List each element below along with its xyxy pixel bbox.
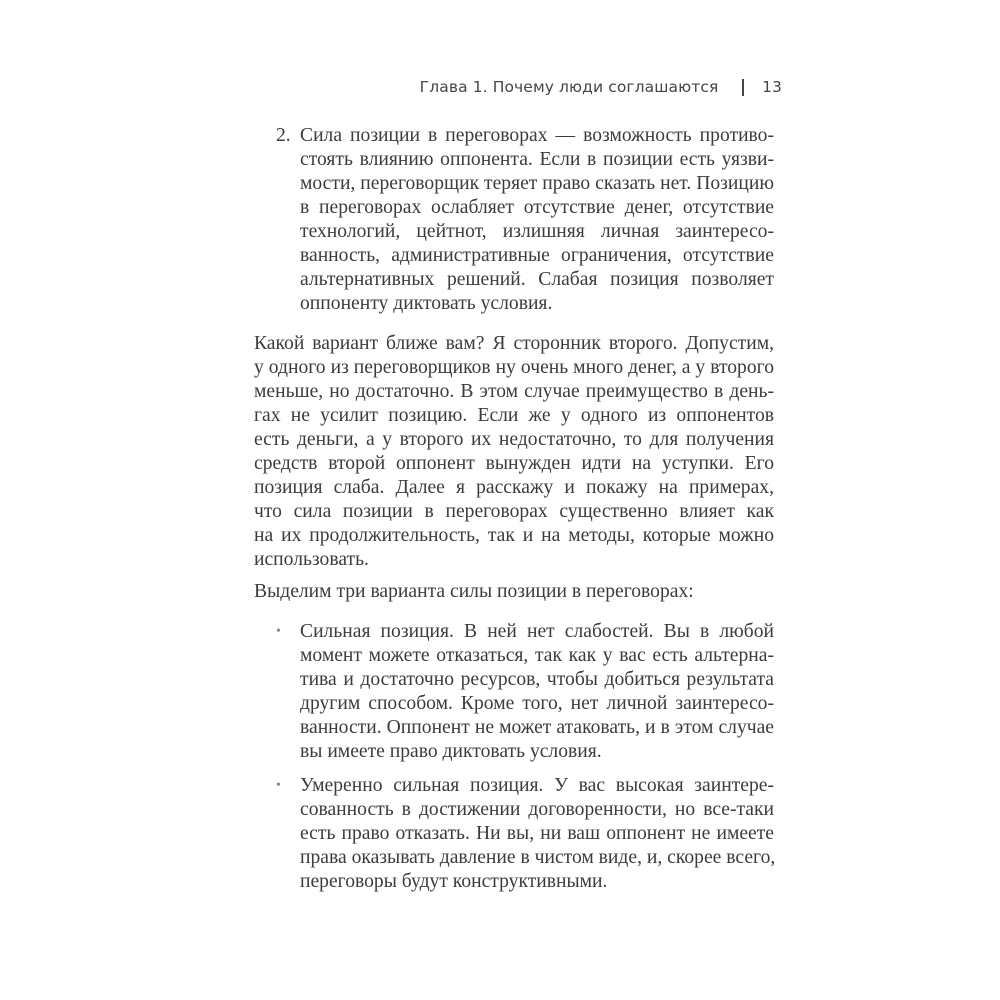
text-line: меньше, но достаточно. В этом случае преимущество в день- [254,381,774,402]
running-title: Глава 1. Почему люди соглашаются [419,78,719,96]
list-number: 2. [276,125,291,146]
text-line: сованность в достижении договоренности, но все-таки [300,799,774,820]
text-line: ванности. Оппонент не может атаковать, и в этом случае [300,717,774,738]
text-line: тива и достаточно ресурсов, чтобы добиться результата [300,669,774,690]
text-line: переговоры будут конструктивными. [300,871,608,892]
text-line: мости, переговорщик теряет право сказать нет. Позицию [300,173,774,194]
bullet-icon: • [276,778,281,793]
text-line: средств второй оппонент вынужден идти на уступки. Его [254,453,774,474]
text-line: стоять влиянию оппонента. Если в позиции есть уязви- [300,149,774,170]
bullet-icon: • [276,624,281,639]
text-line: Сила позиции в переговорах — возможность противо- [300,125,774,146]
page-number: 13 [762,78,782,96]
text-line: технологий, цейтнот, излишняя личная заинтересо- [300,221,774,242]
text-line: другим способом. Кроме того, нет личной заинтересо- [300,693,774,714]
text-line: вы имеете право диктовать условия. [300,741,602,762]
text-line: использовать. [254,549,369,570]
text-line: момент можете отказаться, так как у вас есть альтерна- [300,645,774,666]
text-line: оппоненту диктовать условия. [300,293,553,314]
text-line: есть деньги, а у второго их недостаточно, то для получения [254,429,774,450]
text-line: ванность, административные ограничения, отсутствие [300,245,774,266]
text-line: альтернативных решений. Слабая позиция позволяет [300,269,774,290]
running-header [420,78,782,96]
header-separator [742,79,744,96]
text-line: позиция слаба. Далее я расскажу и покажу на примерах, [254,477,774,498]
text-line: права оказывать давление в чистом виде, и, скорее всего, [300,847,776,868]
text-line: Выделим три варианта силы позиции в переговорах: [254,581,694,602]
text-line: у одного из переговорщиков ну очень много денег, а у второго [254,357,774,378]
text-line: в переговорах ослабляет отсутствие денег, отсутствие [300,197,774,218]
text-line: Умеренно сильная позиция. У вас высокая заинтере- [300,775,774,796]
text-line: что сила позиции в переговорах существенно влияет как [254,501,774,522]
text-line: Какой вариант ближе вам? Я сторонник второго. Допустим, [254,333,774,354]
text-line: Сильная позиция. В ней нет слабостей. Вы в любой [300,621,774,642]
text-line: есть право отказать. Ни вы, ни ваш оппонент не имеете [300,823,774,844]
text-line: гах не усилит позицию. Если же у одного из оппонентов [254,405,774,426]
text-line: на их продолжительность, так и на методы, которые можно [254,525,774,546]
